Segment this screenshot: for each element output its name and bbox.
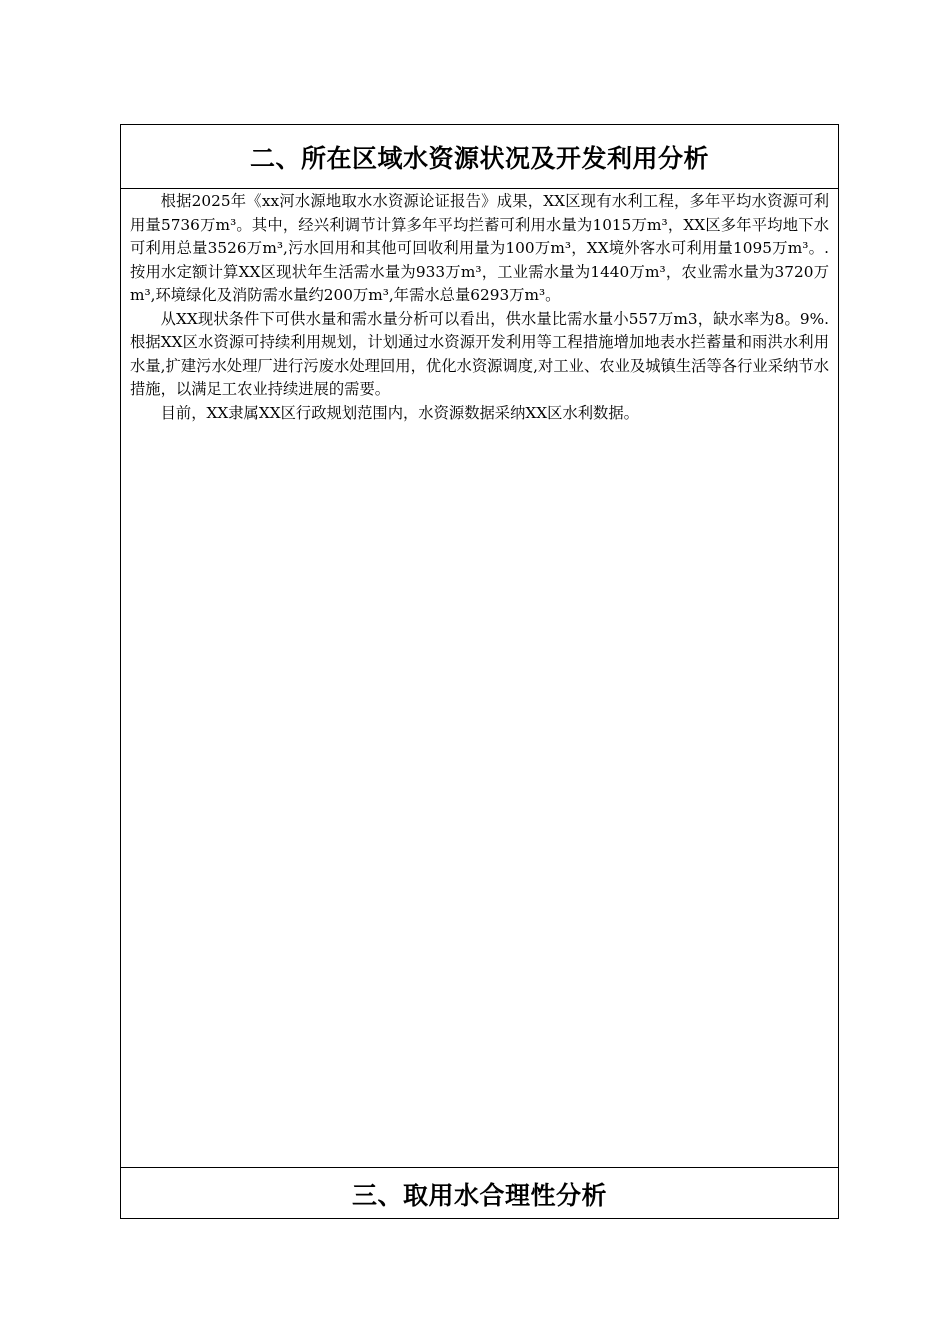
- section-3-title: 三、取用水合理性分析: [351, 1180, 607, 1210]
- section-3-heading: [121, 1169, 838, 1218]
- paragraph-water-resources: 根据2025年《xx河水源地取水水资源论证报告》成果，XX区现有水利工程，多年平均水资源可利用量5736万m³。其中，经兴利调节计算多年平均拦蓄可利用水量为1015万m³，XX区多年平均地下水可利用总量3526万m³,污水回用和其他可回收利用量为100万m³，XX境外客水可利用量1095万m³。.按用水定额计算XX区现状年生活需水量为933万m³，工业需水量为1440万m³，农业需水量为3720万m³,环境绿化及消防需水量约200万m³,年需水总量6293万m³。: [130, 192, 829, 304]
- paragraph-supply-demand-analysis: 从XX现状条件下可供水量和需水量分析可以看出，供水量比需水量小557万m3，缺水率为8。9%.根据XX区水资源可持续利用规划，计划通过水资源开发利用等工程措施增加地表水拦蓄量和雨洪水利用水量,扩建污水处理厂进行污废水处理回用，优化水资源调度,对工业、农业及城镇生活等各行业采纳节水措施，以满足工农业持续进展的需要。: [130, 309, 829, 398]
- section-2-heading: [121, 125, 838, 189]
- section-2-title: 二、所在区域水资源状况及开发利用分析: [249, 143, 709, 173]
- paragraph-administrative-scope: 目前，XX隶属XX区行政规划范围内，水资源数据采纳XX区水利数据。: [160, 403, 639, 422]
- section-2-content: [121, 189, 838, 1168]
- document-form-table: [120, 124, 839, 1219]
